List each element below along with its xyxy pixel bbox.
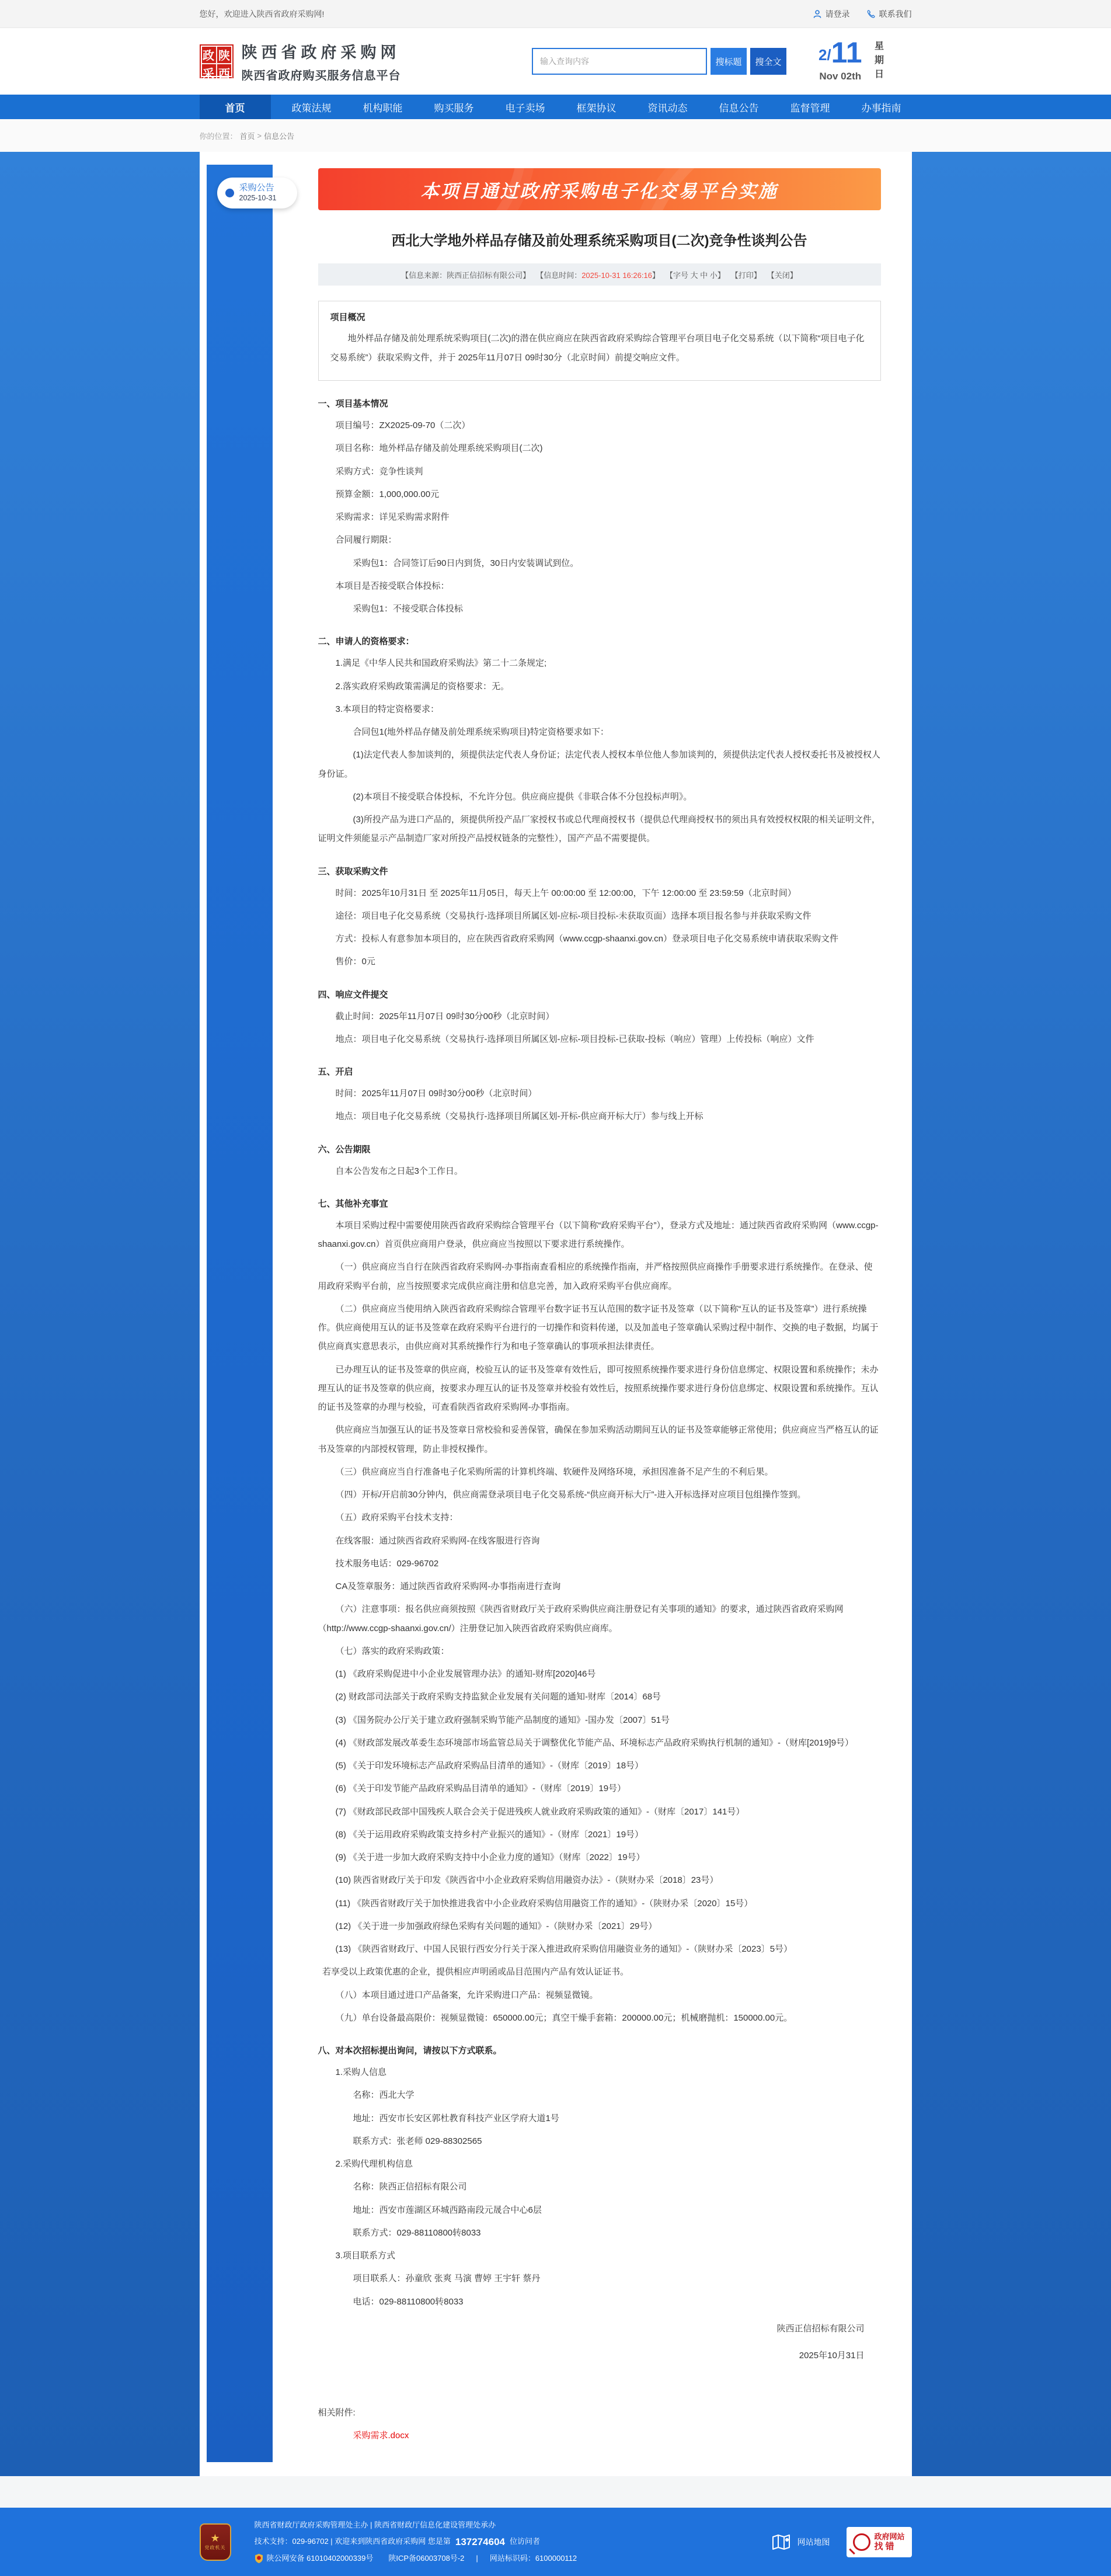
date-weekday: 星期日 <box>873 41 883 83</box>
nav-item-7[interactable]: 资讯动态 <box>647 102 688 114</box>
article-paragraph: 地点：项目电子化交易系统（交易执行-选择项目所属区划-应标-项目投标-已获取-投标（响应）管理）上传投标（响应）文件 <box>335 1034 814 1044</box>
article-paragraph: 2025年10月31日 <box>799 2351 865 2361</box>
logo-char: 采 <box>201 64 217 82</box>
breadcrumb-label: 你的位置： <box>199 131 238 141</box>
footer-organizer-line: 陕西省财政厅政府采购管理处主办 | 陕西省财政厅信息化建设管理处承办 <box>254 2520 496 2529</box>
sitemap-map-icon <box>772 2533 792 2551</box>
article-paragraph: 联系方式：029-88110800转8033 <box>353 2227 481 2238</box>
icp-link[interactable]: 陕ICP备06003708号-2 <box>388 2553 465 2563</box>
attachments-label: 相关附件: <box>318 2408 356 2418</box>
article-paragraph: 方式：投标人有意参加本项目的，应在陕西省政府采购网（www.ccgp-shaanxi.gov.cn）登录项目电子化交易系统申请获取采购文件 <box>335 934 838 944</box>
topbar <box>0 0 1111 28</box>
nav-item-4[interactable]: 购买服务 <box>434 102 474 114</box>
article-paragraph: (2) 财政部司法部关于政府采购支持监狱企业发展有关问题的通知-财库〔2014〕68号 <box>335 1692 661 1702</box>
article-paragraph: 采购需求：详见采购需求附件 <box>335 512 450 522</box>
article-paragraph: （五）政府采购平台技术支持： <box>335 1513 458 1523</box>
platform-banner: 本项目通过政府采购电子化交易平台实施 <box>318 168 881 210</box>
section-heading: 四、响应文件提交 <box>318 989 388 1000</box>
article-paragraph: 1.满足《中华人民共和国政府采购法》第二十二条规定; <box>335 658 547 669</box>
article-paragraph: 途径：项目电子化交易系统（交易执行-选择项目所属区划-应标-项目投标-未获取页面）选择本项目报名参与并获取采购文件 <box>335 910 812 921</box>
article-paragraph: 地址：西安市莲湖区环城西路南段元晟合中心6层 <box>353 2205 542 2215</box>
article-paragraph: （二）供应商应当使用纳入陕西省政府采购综合管理平台数字证书互认范围的数字证书及签章（以下简称“互认的证书及签章”）进行系统操作。供应商使用互认的证书及签章在政府采购平台进行的一切操作和资料传递，以及加盖电子签章确认采购过程中制作、交换的电子数据，均属于供应商真实意思表示，由供应商对其系统操作行为和电子签章确认的事项承担法律责任。 <box>318 1303 879 1352</box>
close-button[interactable]: 【关闭】 <box>767 270 797 280</box>
date-widget <box>818 36 912 83</box>
article-paragraph: (11) 《陕西省财政厅关于加快推进我省中小企业政府采购信用融资工作的通知》-（陕财办采〔2020〕15号） <box>335 1898 753 1908</box>
article-paragraph: (9) 《关于进一步加大政府采购支持中小企业力度的通知》（财库〔2022〕19号） <box>335 1852 645 1862</box>
article-paragraph: 电话：029-88110800转8033 <box>353 2296 464 2307</box>
section-heading: 六、公告期限 <box>318 1144 371 1155</box>
article-paragraph: 本项目采购过程中需要使用陕西省政府采购综合管理平台（以下简称“政府采购平台”），登录方式及地址：通过陕西省政府采购网（www.ccgp-shaanxi.gov.cn）首页供应商用户登录，供应商应当按照以下要求进行系统操作。 <box>318 1220 879 1249</box>
article-paragraph: 售价：0元 <box>335 957 375 967</box>
article-meta <box>318 263 881 286</box>
article-paragraph: 1.采购人信息 <box>335 2067 387 2077</box>
user-icon <box>813 9 822 19</box>
site-name: 陕西省政府采购网 <box>241 44 400 61</box>
article-paragraph: 已办理互认的证书及签章的供应商，校验互认的证书及签章有效性后，即可按照系统操作要求进行身份信息绑定、权限设置和系统操作；未办理互认的证书及签章的供应商，按要求办理互认的证书及签章并校验有效性后，按照系统操作要求进行身份信息绑定、权限设置和系统操作。互认的证书及签章的办理与校验，可查看陕西省政府采购网-办事指南。 <box>318 1364 879 1412</box>
meta-source: 【信息来源：陕西正信招标有限公司】 <box>401 270 531 280</box>
article-paragraph: 技术服务电话：029-96702 <box>335 1558 439 1569</box>
main-nav-items <box>200 95 912 119</box>
phone-icon <box>866 9 876 19</box>
meta-time-value: 2025-10-31 16:26:16 <box>581 270 652 280</box>
article-paragraph: (5) 《关于印发环境标志产品政府采购品目清单的通知》-（财库〔2019〕18号） <box>335 1761 644 1771</box>
breadcrumb-home[interactable]: 首页 <box>239 131 255 141</box>
article-paragraph: 时间：2025年11月07日 09时30分00秒（北京时间） <box>335 1089 537 1098</box>
article-paragraph: （八）本项目通过进口产品备案，允许采购进口产品：视频显微镜。 <box>335 1990 598 2000</box>
search-fulltext-button[interactable]: 搜全文 <box>750 48 786 75</box>
article-paragraph: 3.本项目的特定资格要求： <box>335 704 440 714</box>
article-paragraph: (2)本项目不接受联合体投标，不允许分包。供应商应提供《非联合体不分包投标声明》。 <box>353 791 692 802</box>
sidebar-item-date: 2025-10-31 <box>239 194 277 203</box>
nav-item-8[interactable]: 信息公告 <box>719 102 759 114</box>
overview-heading: 项目概况 <box>330 312 365 322</box>
article-paragraph: (6) 《关于印发节能产品政府采购品目清单的通知》-（财库〔2019〕19号） <box>335 1784 626 1794</box>
attachments-section <box>318 2406 881 2441</box>
login-label: 请登录 <box>825 9 850 19</box>
section-heading: 二、申请人的资格要求： <box>318 637 415 647</box>
section-heading: 八、对本次招标提出询问，请按以下方式联系。 <box>318 2046 502 2056</box>
article-paragraph: 采购方式：竞争性谈判 <box>335 466 423 477</box>
section-heading: 七、其他补充事宜 <box>318 1198 388 1209</box>
bullet-dot-icon <box>225 189 234 197</box>
article-paragraph: 名称：西北大学 <box>353 2090 415 2101</box>
article-paragraph: 项目联系人：孙童欣 张爽 马演 曹婷 王宇轩 蔡丹 <box>353 2273 541 2284</box>
article-paragraph: 2.采购代理机构信息 <box>335 2159 413 2169</box>
welcome-text: 您好，欢迎进入陕西省政府采购网! <box>199 9 325 19</box>
article-paragraph: （三）供应商应当自行准备电子化采购所需的计算机终端、软硬件及网络环境，承担因准备不足产生的不利后果。 <box>335 1466 774 1477</box>
contact-link[interactable] <box>866 8 912 20</box>
article-paragraph: (10) 陕西省财政厅关于印发《陕西省中小企业政府采购信用融资办法》-（陕财办采〔2018〕23号） <box>335 1875 719 1886</box>
article-paragraph: 本项目是否接受联合体投标： <box>335 580 450 591</box>
breadcrumb-bar <box>0 119 1111 152</box>
public-security-badge-icon <box>255 2554 263 2563</box>
project-overview-box <box>318 301 881 381</box>
article-paragraph: 3.项目联系方式 <box>335 2251 396 2261</box>
article-paragraph: (13) 《陕西省财政厅、中国人民银行西安分行关于深入推进政府采购信用融资业务的通知》-（陕财办采〔2023〕5号） <box>335 1944 793 1954</box>
article-paragraph: （一）供应商应当自行在陕西省政府采购网-办事指南查看相应的系统操作指南，并严格按照供应商操作手册要求进行系统操作。在登录、使用政府采购平台前，应当按照要求完成供应商注册和信息完善，加入政府采购平台供应商库。 <box>318 1262 873 1291</box>
logo-char: 陕 <box>217 46 232 64</box>
article-paragraph: (3)所投产品为进口产品的，须提供所投产品厂家授权书或总代理商授权书（提供总代理商授权书的须出具有效授权权限的相关证明文件，证明文件须能显示产品制造厂家对所投产品授权链条的完整性），国产产品不需要提供。 <box>318 815 880 844</box>
search-bar <box>532 48 786 75</box>
breadcrumb <box>200 119 912 152</box>
date-day: 11 <box>831 36 862 69</box>
article-paragraph: 预算金额：1,000,000.00元 <box>335 489 440 499</box>
article-paragraph: 名称：陕西正信招标有限公司 <box>353 2182 467 2192</box>
section-heading: 一、项目基本情况 <box>318 399 388 409</box>
article-paragraph: 时间：2025年10月31日 至 2025年11月05日，每天上午 00:00:00 至 12:00:00，下午 12:00:00 至 23:59:59（北京时间） <box>335 888 796 898</box>
date-english: Nov 02th <box>819 71 862 82</box>
print-button[interactable]: 【打印】 <box>730 270 761 280</box>
article-paragraph: 联系方式：张老师 029-88302565 <box>353 2136 482 2146</box>
logo-char: 政 <box>201 46 217 64</box>
article-paragraph: 地址：西安市长安区郭杜教育科技产业区学府大道1号 <box>353 2113 559 2123</box>
article-paragraph: (12) 《关于进一步加强政府绿色采购有关问题的通知》-（陕财办采〔2021〕29号） <box>335 1921 657 1931</box>
article-paragraph: 合同履行期限： <box>335 535 397 545</box>
article-paragraph: 在线客服：通过陕西省政府采购网-在线客服进行咨询 <box>335 1535 540 1546</box>
breadcrumb-separator: > <box>257 131 262 140</box>
site-subtitle: 陕西省政府购买服务信息平台 <box>241 69 401 82</box>
nav-item-2[interactable]: 政策法规 <box>291 102 332 114</box>
article-paragraph: 供应商应当加强互认的证书及签章日常校验和妥善保管，确保在参加采购活动期间互认的证书及签章能够正常使用；供应商应当严格互认的证书及签章的内部授权管理，防止非授权操作。 <box>318 1425 879 1454</box>
article-paragraph: （九）单台设备最高限价：视频显微镜：650000.00元；真空干燥手套箱：200000.00元；机械磨抛机：150000.00元。 <box>335 2012 793 2023</box>
main-nav <box>0 95 1111 119</box>
breadcrumb-current[interactable]: 信息公告 <box>264 131 295 141</box>
font-size-control[interactable]: 【字号 大 中 小】 <box>665 270 725 280</box>
article-paragraph: 陕西正信招标有限公司 <box>776 2323 865 2334</box>
article-paragraph: (4) 《财政部发展改革委生态环境部市场监管总局关于调整优化节能产品、环境标志产品政府采购执行机制的通知》-（财库[2019]9号） <box>335 1737 854 1748</box>
prefooter-strip <box>0 2476 1111 2508</box>
article-paragraph: (8) 《关于运用政府采购政策支持乡村产业振兴的通知》-（财库〔2021〕19号） <box>335 1829 644 1840</box>
article-paragraph: 合同包1(地外样品存储及前处理系统采购项目)特定资格要求如下： <box>353 727 609 737</box>
article-paragraph: 采购包1：合同签订后90日内到货，30日内安装调试到位。 <box>353 558 579 568</box>
login-link[interactable] <box>813 8 850 20</box>
article-paragraph: (1) 《政府采购促进中小企业发展管理办法》的通知-财库[2020]46号 <box>335 1669 596 1679</box>
article-paragraph: （七）落实的政府采购政策： <box>335 1646 450 1656</box>
main-area <box>0 152 1111 2476</box>
sidebar <box>207 165 277 2462</box>
article-paragraph: 地点：项目电子化交易系统（交易执行-选择项目所属区划-开标-供应商开标大厅）参与线上开标 <box>335 1111 703 1122</box>
nav-item-3[interactable]: 机构职能 <box>363 102 403 114</box>
sitemap-link[interactable] <box>772 2533 830 2551</box>
contact-label: 联系我们 <box>879 9 912 19</box>
search-title-button[interactable]: 搜标题 <box>711 48 747 75</box>
search-input[interactable] <box>532 48 707 75</box>
meta-time: 【信息时间：2025-10-31 16:26:16】 <box>536 270 660 280</box>
date-month: 2/ <box>818 46 831 64</box>
site-footer <box>0 2508 1111 2576</box>
article-body <box>318 397 881 2365</box>
government-emblem-icon: ★ 党政机关 <box>200 2523 231 2561</box>
announcement-title: 西北大学地外样品存储及前处理系统采购项目(二次)竞争性谈判公告 <box>391 233 807 249</box>
article-paragraph: （六）注意事项：报名供应商须按照《陕西省财政厅关于政府采购供应商注册登记有关事项的通知》的要求，通过陕西省政府采购网（http://www.ccgp-shaanxi.gov.cn/）注册登记加入陕西省政府采购供应商库。 <box>318 1604 844 1633</box>
article-paragraph: 截止时间：2025年11月07日 09时30分00秒（北京时间） <box>335 1011 555 1021</box>
content-page <box>200 152 912 2476</box>
article-paragraph: 若享受以上政策优惠的企业，提供相应声明函或品目范围内产品有效认证证书。 <box>322 1967 629 1977</box>
nav-item-9[interactable]: 监督管理 <box>790 102 830 114</box>
nav-item-10[interactable]: 办事指南 <box>861 102 901 114</box>
article-paragraph: (7) 《财政部民政部中国残疾人联合会关于促进残疾人就业政府采购政策的通知》-（财库〔2017〕141号） <box>335 1806 745 1817</box>
section-heading: 五、开启 <box>318 1067 353 1077</box>
article-paragraph: 采购包1：不接受联合体投标 <box>353 604 463 614</box>
nav-item-5[interactable]: 电子卖场 <box>505 102 545 114</box>
article-paragraph: 2.落实政府采购政策需满足的资格要求：无。 <box>335 681 510 691</box>
sitemap-label: 网站地图 <box>797 2537 830 2547</box>
error-report-badge[interactable]: 政府网站 找错 <box>847 2527 912 2557</box>
footer-visitor-line: 技术支持：029-96702 | 欢迎来到陕西省政府采购网 您是第 137274604 位访问者 <box>255 2533 577 2551</box>
article-paragraph: (1)法定代表人参加谈判的，须提供法定代表人身份证；法定代表人授权本单位他人参加谈判的，须提供法定代表人授权委托书及被授权人身份证。 <box>318 750 880 779</box>
site-id-code: 网站标识码：6100000112 <box>489 2553 577 2563</box>
beian-link[interactable]: 陕公网安备 61010402000339号 <box>266 2553 374 2563</box>
attachment-file-link[interactable]: 采购需求.docx <box>353 2431 409 2441</box>
nav-item-6[interactable]: 框架协议 <box>576 102 617 114</box>
overview-text: 地外样品存储及前处理系统采购项目(二次)的潜在供应商应在陕西省政府采购综合管理平台项目电子化交易系统（以下简称“项目电子化交易系统”）获取采购文件，并于 2025年11月07日 09时30分（北京时间）前提交响应文件。 <box>330 333 865 363</box>
article-paragraph: 项目名称：地外样品存储及前处理系统采购项目(二次) <box>335 443 543 454</box>
magnifier-icon <box>853 2533 870 2551</box>
article-paragraph: 自本公告发布之日起3个工作日。 <box>335 1166 463 1176</box>
site-logo <box>200 44 234 81</box>
nav-item-1[interactable]: 首页 <box>200 95 271 119</box>
logo-char: 西 <box>217 64 232 82</box>
article-paragraph: （四）开标/开启前30分钟内，供应商需登录项目电子化交易系统-“供应商开标大厅”-进入开标选择对应项目包组操作签到。 <box>335 1490 806 1500</box>
footer-registration-line: 陕公网安备 61010402000339号 陕ICP备06003708号-2 | 网站标识码：6100000112 <box>255 2551 577 2566</box>
section-heading: 三、获取采购文件 <box>318 866 388 877</box>
visitor-count: 137274604 <box>455 2536 505 2547</box>
article-paragraph: 项目编号：ZX2025-09-70（二次） <box>335 420 471 430</box>
article-paragraph: (3) 《国务院办公厅关于建立政府强制采购节能产品制度的通知》-国办发〔2007〕51号 <box>335 1715 670 1725</box>
article-paragraph: CA及签章服务：通过陕西省政府采购网-办事指南进行查询 <box>335 1581 561 1591</box>
site-header <box>0 28 1111 95</box>
sidebar-item-title: 采购公告 <box>239 183 274 193</box>
sidebar-item-procurement-notice[interactable] <box>217 178 297 208</box>
